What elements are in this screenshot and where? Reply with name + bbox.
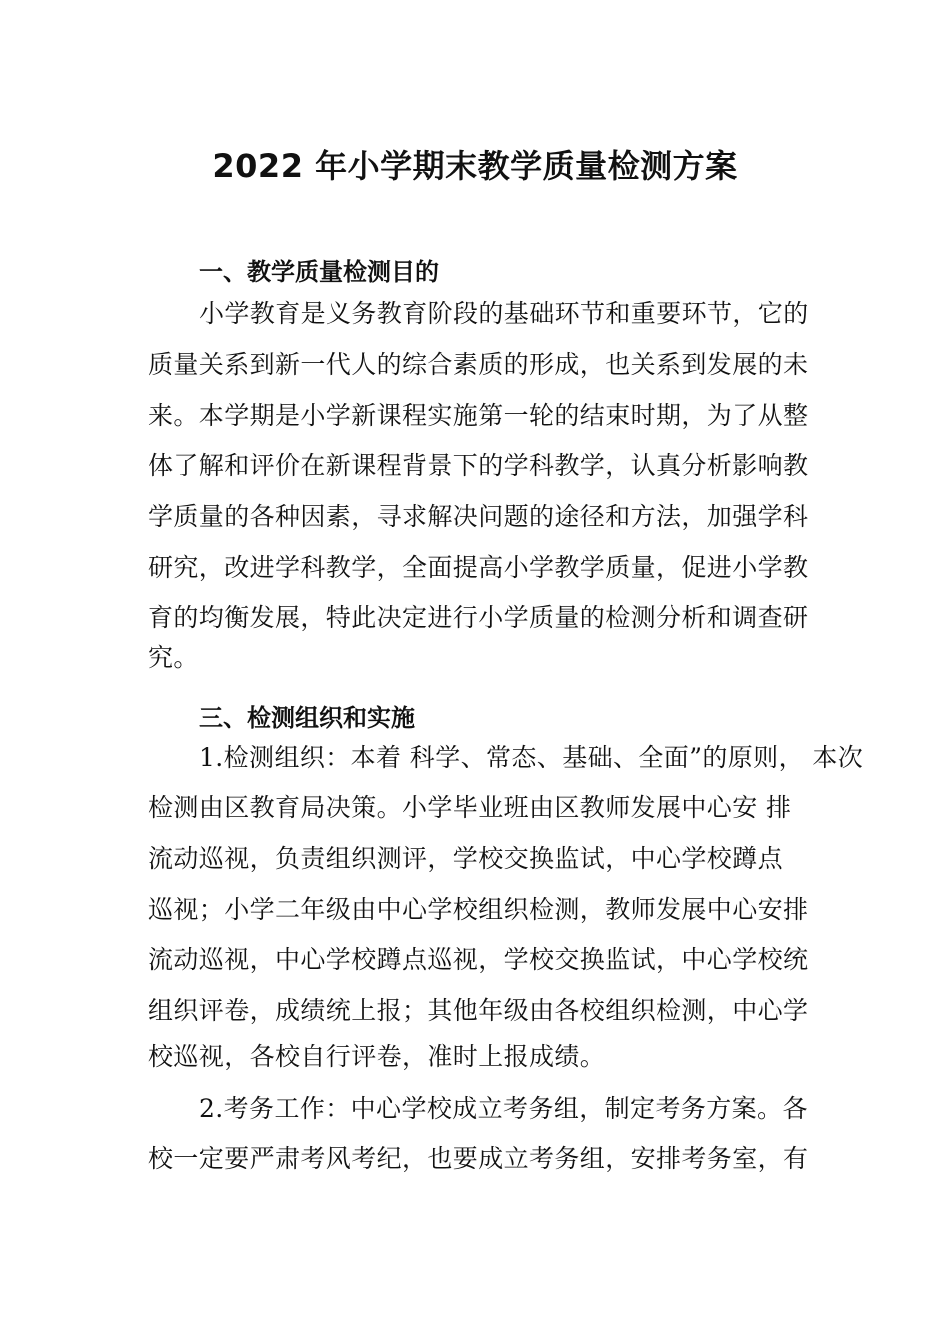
paragraph-line: 来。本学期是小学新课程实施第一轮的结束时期，为了从整 — [148, 401, 809, 430]
paragraph-line: 质量关系到新一代人的综合素质的形成，也关系到发展的未 — [148, 350, 809, 379]
paragraph-line: 研究，改进学科教学，全面提高小学教学质量，促进小学教 — [148, 553, 809, 582]
paragraph-line: 流动巡视，中心学校蹲点巡视，学校交换监试，中心学校统 — [148, 945, 809, 974]
document-title: 2022 年小学期末教学质量检测方案 — [212, 147, 738, 185]
paragraph-line: 校一定要严肃考风考纪，也要成立考务组，安排考务室，有 — [148, 1144, 809, 1173]
paragraph-line: 学质量的各种因素，寻求解决问题的途径和方法，加强学科 — [148, 502, 809, 531]
paragraph-line: 2.考务工作：中心学校成立考务组，制定考务方案。各 — [199, 1094, 808, 1123]
paragraph-line: 流动巡视，负责组织测评，学校交换监试，中心学校蹲点 — [148, 844, 784, 873]
paragraph-line: 组织评卷，成绩统上报；其他年级由各校组织检测，中心学 — [148, 996, 809, 1025]
paragraph-line: 育的均衡发展，特此决定进行小学质量的检测分析和调查研 — [148, 603, 809, 632]
paragraph-line: 小学教育是义务教育阶段的基础环节和重要环节，它的 — [199, 299, 809, 328]
paragraph-line: 检测由区教育局决策。小学毕业班由区教师发展中心安 排 — [148, 793, 792, 822]
paragraph-line: 巡视；小学二年级由中心学校组织检测，教师发展中心安排 — [148, 895, 809, 924]
paragraph-line: 校巡视，各校自行评卷，准时上报成绩。 — [148, 1042, 606, 1071]
paragraph-line: 体了解和评价在新课程背景下的学科教学，认真分析影响教 — [148, 451, 809, 480]
paragraph-line: 究。 — [148, 643, 199, 672]
paragraph-line: 1.检测组织：本着 科学、常态、基础、全面”的原则， 本次 — [199, 743, 864, 772]
section-heading-purpose: 一、教学质量检测目的 — [199, 258, 439, 286]
section-heading-organization: 三、检测组织和实施 — [199, 704, 415, 732]
